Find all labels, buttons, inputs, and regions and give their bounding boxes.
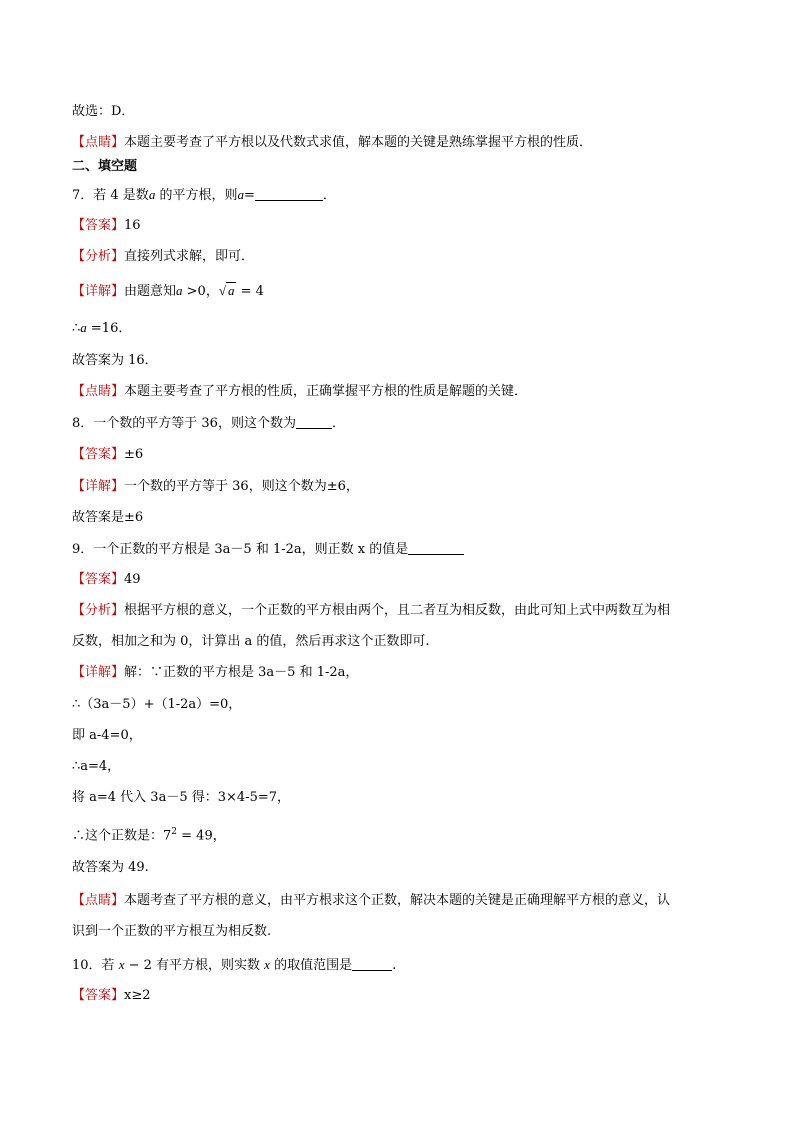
variable: x bbox=[118, 957, 125, 972]
detail-label: 【详解】 bbox=[72, 479, 125, 494]
radical-sign: √ bbox=[218, 283, 226, 298]
text: 8．一个数的平方等于 36，则这个数为 bbox=[72, 416, 296, 431]
comment-text: 本题主要考查了平方根以及代数式求值，解本题的关键是熟练掌握平方根的性质． bbox=[124, 135, 593, 150]
detail-line bbox=[72, 283, 264, 300]
text: 故答案是±6 bbox=[72, 510, 144, 525]
analysis-line bbox=[72, 249, 254, 265]
detail-label: 【详解】 bbox=[72, 284, 125, 299]
final-line bbox=[72, 353, 158, 369]
section-title bbox=[72, 159, 137, 175]
detail-text: = 49， bbox=[177, 828, 226, 844]
detail-text: 将 a=4 代入 3a－5 得：3×4-5=7， bbox=[72, 790, 290, 805]
question-9 bbox=[72, 541, 464, 558]
answer-line bbox=[72, 572, 141, 588]
analysis-line bbox=[72, 603, 670, 619]
detail-line bbox=[72, 759, 120, 775]
detail-text: ∴这个正数是：7 bbox=[72, 828, 172, 844]
answer-text: x≥2 bbox=[124, 988, 151, 1003]
comment-text: 本题考查了平方根的意义，由平方根求这个正数，解决本题的关键是正确理解平方根的意义，认 bbox=[124, 893, 671, 908]
answer-text: 16 bbox=[124, 218, 141, 233]
answer-label: 【答案】 bbox=[72, 447, 125, 462]
text-line bbox=[72, 104, 134, 120]
detail-line bbox=[72, 665, 358, 681]
text: ． bbox=[322, 188, 336, 203]
text: 的取值范围是 bbox=[269, 958, 353, 973]
variable: a bbox=[148, 187, 156, 202]
detail-line bbox=[72, 697, 241, 713]
answer-label: 【答案】 bbox=[72, 988, 125, 1003]
text: − 2 有平方根，则实数 bbox=[124, 958, 265, 973]
answer-text: 49 bbox=[124, 572, 141, 587]
comment-line-cont bbox=[72, 924, 271, 940]
final-line bbox=[72, 860, 149, 876]
text: 故选：D． bbox=[72, 104, 135, 119]
analysis-text: 直接列式求解，即可． bbox=[124, 249, 255, 264]
answer-line bbox=[72, 218, 141, 234]
detail-line bbox=[72, 728, 142, 744]
comment-label: 【点睛】 bbox=[72, 384, 125, 399]
analysis-text: 反数，相加之和为 0，计算出 a 的值，然后再求这个正数即可. bbox=[72, 634, 430, 649]
text: 故答案为 49. bbox=[72, 860, 149, 875]
question-10 bbox=[72, 957, 396, 974]
text: 10．若 bbox=[72, 958, 119, 973]
comment-label: 【点睛】 bbox=[72, 135, 125, 150]
detail-text: 一个数的平方等于 36，则这个数为±6， bbox=[124, 479, 359, 494]
variable: a bbox=[176, 283, 183, 298]
analysis-text: 根据平方根的意义，一个正数的平方根由两个，且二者互为相反数，由此可知上式中两数互为相 bbox=[124, 603, 671, 618]
detail-line bbox=[72, 824, 226, 844]
detail-text: 即 a-4=0， bbox=[72, 728, 142, 743]
comment-text: 本题主要考查了平方根的性质，正确掌握平方根的性质是解题的关键． bbox=[124, 384, 528, 399]
detail-label: 【详解】 bbox=[72, 665, 125, 680]
detail-text: 解：∵正数的平方根是 3a－5 和 1-2a， bbox=[124, 665, 359, 680]
analysis-label: 【分析】 bbox=[72, 603, 125, 618]
text: = 4 bbox=[236, 284, 264, 299]
final-line bbox=[72, 510, 143, 526]
text: 由题意知 bbox=[124, 284, 177, 299]
detail-text: ∴a=4， bbox=[72, 759, 121, 774]
text: ∴ bbox=[72, 321, 81, 336]
answer-line bbox=[72, 988, 151, 1004]
section-title-text: 二、填空题 bbox=[72, 159, 138, 174]
text: 故答案为 16． bbox=[72, 353, 158, 368]
text: =16． bbox=[86, 321, 132, 336]
variable: a bbox=[80, 320, 87, 335]
comment-line bbox=[72, 384, 527, 400]
text: . bbox=[392, 958, 397, 973]
detail-text: ∴（3a－5）+（1-2a）=0， bbox=[72, 697, 242, 712]
comment-line bbox=[72, 893, 670, 909]
answer-blank[interactable] bbox=[352, 957, 392, 971]
answer-label: 【答案】 bbox=[72, 218, 125, 233]
question-8 bbox=[72, 415, 345, 432]
therefore-line bbox=[72, 320, 131, 337]
detail-line bbox=[72, 790, 290, 806]
answer-label: 【答案】 bbox=[72, 572, 125, 587]
text: ． bbox=[331, 416, 345, 431]
question-7 bbox=[72, 187, 336, 204]
comment-line bbox=[72, 135, 592, 151]
answer-blank[interactable] bbox=[255, 187, 323, 201]
text: = bbox=[243, 188, 255, 203]
answer-blank[interactable] bbox=[408, 541, 464, 555]
variable: x bbox=[264, 957, 270, 972]
radicand: a bbox=[227, 283, 235, 298]
comment-text: 识到一个正数的平方根互为相反数. bbox=[72, 924, 272, 939]
text: 的平方根，则 bbox=[155, 188, 238, 203]
variable: a bbox=[237, 187, 244, 202]
answer-line bbox=[72, 447, 143, 463]
comment-label: 【点睛】 bbox=[72, 893, 125, 908]
answer-blank[interactable] bbox=[296, 415, 332, 429]
detail-line bbox=[72, 479, 359, 495]
analysis-line-cont bbox=[72, 634, 430, 650]
text: 9．一个正数的平方根是 3a－5 和 1-2a，则正数 x 的值是 bbox=[72, 542, 409, 557]
analysis-label: 【分析】 bbox=[72, 249, 125, 264]
text: 7．若 4 是数 bbox=[72, 188, 149, 203]
answer-text: ±6 bbox=[124, 447, 144, 462]
text: >0， bbox=[182, 284, 219, 299]
exponent: 2 bbox=[171, 827, 178, 837]
sqrt-expression bbox=[219, 283, 237, 299]
